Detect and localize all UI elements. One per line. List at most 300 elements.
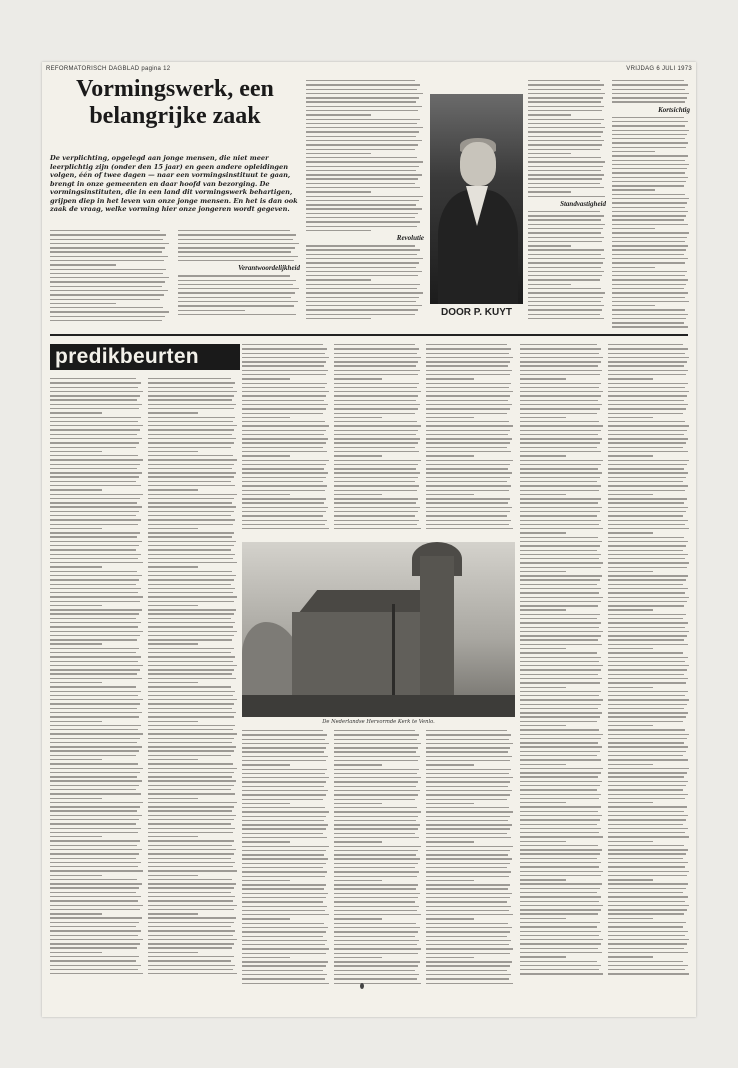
text-line [520,746,602,747]
text-line [50,661,138,662]
text-line [608,973,689,974]
text-line [334,348,419,349]
text-line [148,832,233,833]
text-line [608,845,684,846]
text-line [50,947,137,948]
text-line [148,708,232,709]
text-line [426,481,507,482]
text-line [612,309,685,310]
text-line [242,408,326,409]
text-line [148,673,232,674]
text-line [608,434,684,435]
text-line [148,545,234,546]
text-line [50,464,140,465]
text-line [50,669,140,670]
text-line [148,648,234,649]
text-line [242,460,329,461]
text-line [334,923,416,924]
text-line [306,106,422,107]
text-line [242,524,325,525]
text-line [520,498,601,499]
text-line [50,969,138,970]
text-line [50,892,136,893]
text-line [50,973,143,974]
text-line [520,669,601,670]
text-line [608,789,683,790]
text-line [50,930,141,931]
text-line [528,288,601,289]
text-line [50,755,136,756]
text-line [306,80,415,81]
text-line [608,798,685,799]
text-line [608,408,686,409]
text-line [242,417,290,418]
text-line [50,524,138,525]
text-line [426,353,509,354]
text-line [148,922,234,923]
text-line [50,247,165,248]
text-line [608,545,686,546]
text-line [148,404,236,405]
text-line [334,799,415,800]
text-line [306,110,418,111]
text-line [528,254,601,255]
text-line [608,704,687,705]
text-line [50,849,142,850]
text-line [612,297,685,298]
text-line [426,794,510,795]
text-line [334,828,418,829]
text-line [426,769,511,770]
text-line [148,870,237,871]
section-divider [50,334,688,336]
text-line [608,511,686,512]
text-line [608,776,684,777]
text-line [528,127,605,128]
text-line [608,588,688,589]
text-line [242,940,327,941]
text-line [50,943,140,944]
text-line [306,284,420,285]
text-line [50,900,138,901]
text-line [242,777,329,778]
text-line [50,256,168,257]
text-line [520,687,566,688]
text-line [528,93,605,94]
text-line [608,438,688,439]
text-line [520,682,600,683]
text-line [334,344,415,345]
text-line [520,618,597,619]
text-line [612,202,687,203]
text-line [242,803,290,804]
text-line [50,810,137,811]
text-line [148,665,237,666]
text-line [608,365,684,366]
text-line [426,391,513,392]
text-line [528,224,605,225]
text-line [426,760,510,761]
text-line [50,622,141,623]
text-line [608,785,686,786]
text-line [148,763,233,764]
text-line [334,914,421,915]
text-line [520,614,600,615]
text-line [608,708,684,709]
text-line [306,221,420,222]
text-line [50,738,140,739]
text-line [334,863,418,864]
text-line [334,734,419,735]
text-line [242,867,323,868]
text-line [426,468,508,469]
text-line [148,879,232,880]
text-line [50,476,139,477]
text-line [334,931,418,932]
text-line [608,669,687,670]
text-line [608,905,689,906]
text-line [334,888,416,889]
text-line [528,249,604,250]
text-line [148,408,234,409]
text-line [520,768,603,769]
listing-column-2 [148,378,238,998]
text-line [242,824,328,825]
text-line [520,344,597,345]
text-line [426,846,513,847]
article-column-1 [50,230,170,330]
text-line [608,652,683,653]
text-line [426,948,513,949]
newspaper-page [42,62,696,1017]
text-line [50,489,102,490]
text-line [608,687,653,688]
text-line [334,511,418,512]
text-line [178,239,293,240]
text-line [148,506,236,507]
text-line [426,425,513,426]
text-line [148,442,234,443]
text-line [520,460,603,461]
text-line [612,241,685,242]
text-line [426,983,513,984]
text-line [612,318,686,319]
text-line [334,974,419,975]
text-line [148,703,234,704]
text-line [242,833,323,834]
text-line [148,716,234,717]
text-line [520,400,598,401]
text-line [520,661,599,662]
text-line [50,896,141,897]
subhead-kortsichtig: Kortsichtig [658,105,690,114]
text-line [306,144,418,145]
text-line [50,733,143,734]
text-line [334,751,416,752]
text-line [242,893,328,894]
text-line [334,438,420,439]
text-line [334,978,417,979]
text-line [334,387,417,388]
text-line [608,584,683,585]
text-line [148,395,234,396]
text-line [148,939,237,940]
text-line [520,622,601,623]
text-line [426,464,510,465]
text-line [608,387,685,388]
text-line [148,712,236,713]
text-line [334,965,418,966]
text-line [608,618,683,619]
text-line [50,708,137,709]
listing-column-8 [426,730,514,998]
text-line [148,862,235,863]
text-line [306,174,422,175]
text-line [242,953,326,954]
text-line [608,644,688,645]
text-line [608,901,685,902]
text-line [148,575,236,576]
text-line [242,434,324,435]
text-line [148,965,235,966]
text-line [50,584,136,585]
text-line [426,867,507,868]
text-line [50,299,160,300]
text-line [242,811,329,812]
text-line [608,909,687,910]
text-line [426,400,508,401]
text-line [178,230,290,231]
text-line [334,417,382,418]
text-line [148,601,234,602]
text-line [520,541,602,542]
text-line [50,316,165,317]
text-line [520,365,598,366]
text-line [50,678,142,679]
text-line [148,806,234,807]
text-line [520,408,600,409]
text-line [148,387,233,388]
text-line [426,413,507,414]
text-line [334,515,415,516]
text-line [608,755,683,756]
text-line [608,712,688,713]
text-line [306,249,420,250]
text-line [334,477,418,478]
text-line [306,93,423,94]
text-line [50,417,141,418]
text-line [242,961,328,962]
text-line [520,357,603,358]
text-line [50,294,164,295]
listing-column-5 [426,344,514,536]
text-line [50,759,102,760]
text-line [528,219,601,220]
text-line [50,853,139,854]
text-line [608,357,689,358]
text-line [520,537,598,538]
text-line [242,769,327,770]
text-line [520,434,598,435]
text-line [50,307,163,308]
text-line [608,391,689,392]
text-line [426,430,510,431]
text-line [148,635,234,636]
text-line [148,613,234,614]
text-line [520,708,598,709]
text-line [148,896,235,897]
text-line [608,879,653,880]
text-line [334,936,415,937]
text-line [242,863,326,864]
text-line [50,695,138,696]
text-line [608,922,686,923]
text-line [612,314,688,315]
text-line [50,609,142,610]
text-line [242,413,323,414]
text-line [148,622,235,623]
text-line [426,378,474,379]
text-line [50,862,141,863]
text-line [334,940,419,941]
text-line [520,404,602,405]
text-line [50,387,138,388]
text-line [148,485,235,486]
text-line [608,682,686,683]
text-line [50,234,166,235]
text-line [242,944,325,945]
text-line [306,114,371,115]
text-line [148,759,198,760]
text-line [426,515,507,516]
text-line [148,669,234,670]
text-line [520,383,601,384]
text-line [50,588,141,589]
text-line [178,256,298,257]
text-line [612,97,687,98]
text-line [50,382,141,383]
text-line [608,866,685,867]
text-line [50,558,138,559]
text-line [334,918,382,919]
text-line [608,913,684,914]
text-line [528,228,603,229]
text-line [520,532,566,533]
text-line [426,914,513,915]
text-line [242,841,290,842]
text-line [148,524,233,525]
text-line [50,828,141,829]
text-line [608,477,686,478]
text-line [520,798,599,799]
text-line [608,430,687,431]
text-line [334,498,418,499]
text-line [50,290,168,291]
text-line [50,311,169,312]
text-line [608,639,684,640]
text-line [426,743,513,744]
text-line [520,742,598,743]
text-line [50,251,162,252]
text-line [50,438,142,439]
text-line [608,447,683,448]
text-line [612,267,655,268]
text-line [520,943,601,944]
page-header [46,64,692,74]
text-line [148,952,198,953]
text-line [608,481,683,482]
text-line [608,417,653,418]
text-line [334,357,421,358]
text-line [520,494,566,495]
text-line [242,348,327,349]
text-line [612,134,687,135]
text-line [608,605,684,606]
text-line [608,451,688,452]
text-line [612,101,685,102]
text-line [334,807,417,808]
text-line [334,421,417,422]
text-line [520,605,598,606]
text-line [528,131,603,132]
text-line [242,490,325,491]
text-line [50,243,169,244]
text-line [608,507,688,508]
text-line [50,742,137,743]
text-line [334,442,418,443]
text-line [148,643,198,644]
text-line [242,464,326,465]
text-line [334,961,420,962]
text-line [520,691,601,692]
text-line [242,370,328,371]
text-line [148,973,237,974]
text-line [148,969,233,970]
text-line [612,288,684,289]
text-line [608,674,684,675]
text-line [528,237,604,238]
text-line [148,541,236,542]
text-line [426,927,512,928]
text-line [612,151,655,152]
text-line [334,743,421,744]
text-line [148,943,234,944]
text-line [608,862,688,863]
text-line [242,374,326,375]
text-line [50,913,102,914]
text-line [608,691,688,692]
text-line [612,284,686,285]
text-line [148,956,234,957]
text-line [612,305,655,306]
text-line [306,213,418,214]
text-line [50,845,137,846]
text-line [242,799,323,800]
text-line [334,837,419,838]
text-line [50,408,139,409]
text-line [306,226,417,227]
text-line [148,609,236,610]
text-line [426,811,513,812]
text-line [242,888,324,889]
text-line [242,455,290,456]
text-line [520,721,597,722]
text-line [520,421,599,422]
text-line [148,798,198,799]
text-line [520,866,599,867]
text-line [50,648,139,649]
text-line [50,264,116,265]
